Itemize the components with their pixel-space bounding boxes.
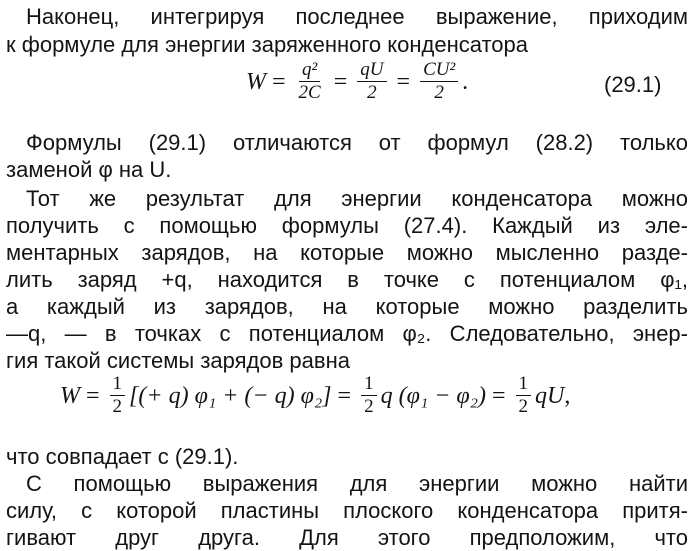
text-line: силу, с которой пластины плоского конденсатора притя- bbox=[6, 498, 688, 523]
text-line: ментарных зарядов, на которые можно мысленно разде- bbox=[6, 240, 688, 265]
text-line: лить заряд +q, находится в точке с потенциалом φ₁, bbox=[6, 267, 688, 292]
text-line: а каждый из зарядов, на которые можно разделить bbox=[6, 294, 688, 319]
formula-system-energy bbox=[60, 374, 570, 417]
formula-symbol: = bbox=[333, 68, 348, 95]
fraction-numerator: 1 bbox=[110, 374, 126, 396]
fraction-numerator: CU² bbox=[420, 60, 458, 82]
fraction-denominator: 2 bbox=[518, 396, 529, 417]
formula-expression: [(+ q) φ₁ + (− q) φ₂] bbox=[129, 382, 332, 409]
formula-symbol: = bbox=[492, 382, 506, 409]
formula-capacitor-energy bbox=[246, 60, 468, 103]
fraction-denominator: 2 bbox=[364, 396, 374, 417]
fraction-denominator: 2 bbox=[434, 82, 444, 103]
text-line: С помощью выражения для энергии можно найти bbox=[26, 471, 688, 496]
text-line: что совпадает с (29.1). bbox=[6, 444, 239, 469]
fraction-numerator: 1 bbox=[361, 374, 377, 396]
text-line: заменой φ на U. bbox=[6, 157, 172, 182]
formula-expression: q (φ₁ − φ₂) bbox=[380, 382, 486, 409]
text-line: гия такой системы зарядов равна bbox=[6, 348, 350, 373]
fraction bbox=[361, 374, 377, 417]
formula-symbol: W bbox=[246, 68, 266, 95]
formula-symbol: , bbox=[564, 382, 571, 409]
fraction bbox=[296, 60, 324, 103]
fraction-numerator: qU bbox=[357, 60, 386, 82]
fraction-numerator: q² bbox=[299, 60, 320, 82]
text-line: к формуле для энергии заряженного конденсатора bbox=[6, 32, 529, 57]
equation-number: (29.1) bbox=[604, 72, 662, 97]
text-line: Формулы (29.1) отличаются от формул (28.2) только bbox=[26, 130, 688, 155]
fraction-numerator: 1 bbox=[516, 374, 532, 396]
fraction bbox=[516, 374, 532, 417]
text-line: гивают друг друга. Для этого предположим, что bbox=[6, 525, 688, 550]
fraction-denominator: 2 bbox=[112, 396, 123, 417]
formula-symbol: = bbox=[396, 68, 411, 95]
text-line: —q, — в точках с потенциалом φ₂. Следовательно, энер- bbox=[6, 321, 688, 346]
fraction-denominator: 2 bbox=[367, 82, 377, 103]
fraction bbox=[110, 374, 126, 417]
formula-symbol: = bbox=[272, 68, 286, 95]
fraction-denominator: 2C bbox=[298, 82, 321, 103]
fraction bbox=[420, 60, 458, 103]
text-line: Тот же результат для энергии конденсатора можно bbox=[26, 186, 688, 211]
formula-symbol: = bbox=[86, 382, 100, 409]
text-line: получить с помощью формулы (27.4). Каждый из эле- bbox=[6, 213, 688, 238]
formula-symbol: = bbox=[337, 382, 352, 409]
text-line: Наконец, интегрируя последнее выражение, приходим bbox=[26, 4, 688, 29]
formula-symbol: . bbox=[462, 68, 469, 95]
formula-expression: qU bbox=[535, 382, 565, 409]
fraction bbox=[357, 60, 386, 103]
formula-symbol: W bbox=[60, 382, 80, 409]
